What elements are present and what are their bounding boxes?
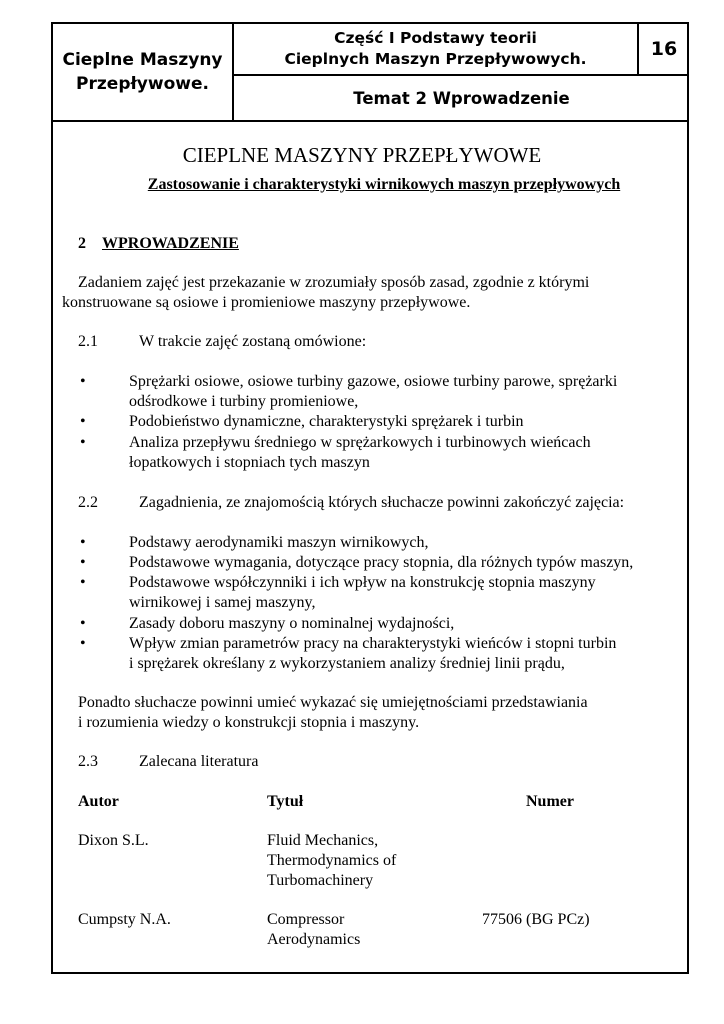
- bullet-icon: •: [80, 635, 86, 652]
- course-title-line2: Przepływowe.: [76, 74, 209, 94]
- table-cell-title-line: Fluid Mechanics,: [267, 832, 379, 849]
- part-title-line2: Cieplnych Maszyn Przepływowych.: [284, 50, 587, 68]
- topic-title: Temat 2 Wprowadzenie: [353, 88, 570, 108]
- section-title: WPROWADZENIE: [102, 235, 239, 252]
- course-title-line1: Cieplne Maszyny: [62, 50, 223, 70]
- list-item-line: Analiza przepływu średniego w sprężarkowych i turbinowych wieńcach: [129, 434, 591, 451]
- table-cell-author: Cumpsty N.A.: [78, 911, 171, 928]
- list-item-line: łopatkowych i stopniach tych maszyn: [129, 454, 370, 471]
- list-item-line: i sprężarek określany z wykorzystaniem analizy średniej linii prądu,: [129, 655, 565, 672]
- part-title-cell: [234, 24, 639, 76]
- table-cell-title-line: Aerodynamics: [267, 931, 361, 948]
- list-item-line: Podobieństwo dynamiczne, charakterystyki sprężarek i turbin: [129, 413, 524, 430]
- section-number: 2: [78, 235, 86, 252]
- subsection-number: 2.1: [78, 333, 98, 350]
- closing-line: i rozumienia wiedzy o konstrukcji stopnia i maszyny.: [78, 714, 420, 731]
- list-item-line: Podstawowe wymagania, dotyczące pracy stopnia, dla różnych typów maszyn,: [129, 554, 634, 571]
- list-item-line: Podstawowe współczynniki i ich wpływ na konstrukcję stopnia maszyny: [129, 574, 596, 591]
- document-subtitle: Zastosowanie i charakterystyki wirnikowych maszyn przepływowych: [147, 176, 621, 193]
- header-divider: [53, 120, 687, 122]
- column-header-title: Tytuł: [267, 793, 304, 810]
- column-header-number: Numer: [526, 793, 574, 810]
- part-title-line1: Część I Podstawy teorii: [334, 29, 537, 47]
- list-item-line: Podstawy aerodynamiki maszyn wirnikowych,: [129, 534, 429, 551]
- bullet-icon: •: [80, 373, 86, 390]
- table-cell-title-line: Compressor: [267, 911, 345, 928]
- document-title: CIEPLNE MASZYNY PRZEPŁYWOWE: [182, 143, 542, 167]
- table-cell-title-line: Turbomachinery: [267, 872, 374, 889]
- table-cell-author: Dixon S.L.: [78, 832, 149, 849]
- list-item-line: wirnikowej i samej maszyny,: [129, 594, 316, 611]
- column-header-author: Autor: [78, 793, 119, 810]
- subsection-text: Zalecana literatura: [139, 753, 259, 770]
- table-cell-title-line: Thermodynamics of: [267, 852, 397, 869]
- bullet-icon: •: [80, 554, 86, 571]
- subsection-text: W trakcie zajęć zostaną omówione:: [139, 333, 367, 350]
- list-item-line: odśrodkowe i turbiny promieniowe,: [129, 393, 359, 410]
- subsection-text: Zagadnienia, ze znajomością których słuchacze powinni zakończyć zajęcia:: [139, 494, 625, 511]
- bullet-icon: •: [80, 534, 86, 551]
- course-title-cell: [53, 24, 234, 120]
- subsection-number: 2.2: [78, 494, 98, 511]
- bullet-icon: •: [80, 615, 86, 632]
- list-item-line: Zasady doboru maszyny o nominalnej wydajności,: [129, 615, 455, 632]
- bullet-icon: •: [80, 413, 86, 430]
- closing-line: Ponadto słuchacze powinni umieć wykazać się umiejętnościami przedstawiania: [78, 694, 588, 711]
- intro-line: Zadaniem zajęć jest przekazanie w zrozumiały sposób zasad, zgodnie z którymi: [78, 274, 590, 291]
- subsection-number: 2.3: [78, 753, 98, 770]
- bullet-icon: •: [80, 434, 86, 451]
- list-item-line: Sprężarki osiowe, osiowe turbiny gazowe, osiowe turbiny parowe, sprężarki: [129, 373, 618, 390]
- intro-line: konstruowane są osiowe i promieniowe maszyny przepływowe.: [62, 294, 471, 311]
- page-number: 16: [639, 24, 689, 76]
- table-cell-number: 77506 (BG PCz): [482, 911, 590, 928]
- list-item-line: Wpływ zmian parametrów pracy na charakterystyki wieńców i stopni turbin: [129, 635, 617, 652]
- bullet-icon: •: [80, 574, 86, 591]
